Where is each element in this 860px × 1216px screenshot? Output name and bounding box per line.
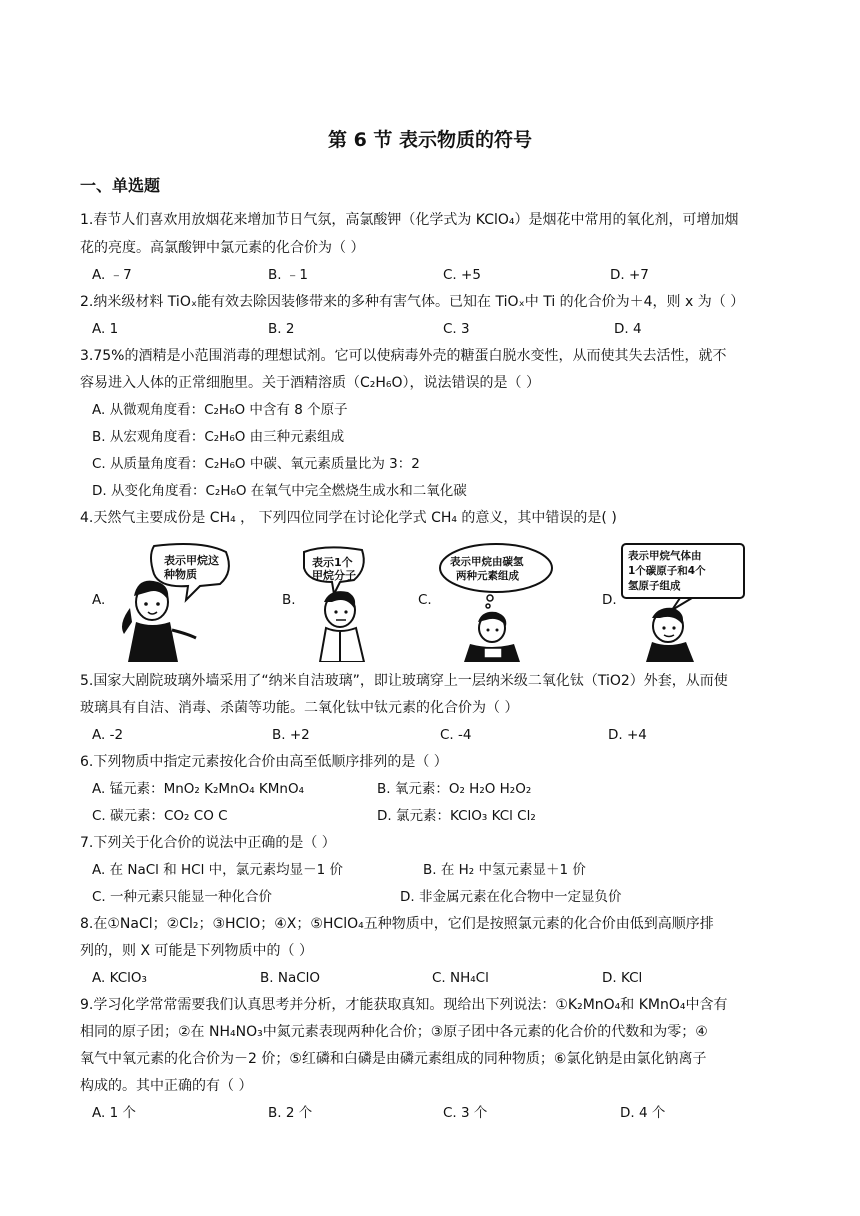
question-7-stem-line1: 7.下列关于化合价的说法中正确的是（ ） <box>80 835 336 851</box>
question-6-option-a[interactable]: A. 锰元素：MnO₂ K₂MnO₄ KMnO₄ <box>92 781 305 797</box>
question-2-option-a[interactable]: A. 1 <box>92 321 119 337</box>
question-6-stem-line1: 6.下列物质中指定元素按化合价由高至低顺序排列的是（ ） <box>80 754 448 770</box>
question-8-option-a[interactable]: A. KClO₃ <box>92 970 147 986</box>
section-heading: 一、单选题 <box>80 176 161 195</box>
question-3-option-b[interactable]: B. 从宏观角度看：C₂H₆O 由三种元素组成 <box>92 429 345 445</box>
question-5-stem-line2: 玻璃具有自洁、消毒、杀菌等功能。二氧化钛中钛元素的化合价为（ ） <box>80 700 519 716</box>
question-7-option-a[interactable]: A. 在 NaCl 和 HCl 中，氯元素均显－1 价 <box>92 862 344 878</box>
question-4-picture-a[interactable] <box>108 538 236 662</box>
question-6-option-c[interactable]: C. 碳元素：CO₂ CO C <box>92 808 228 824</box>
question-4-option-d[interactable]: D. <box>602 592 617 608</box>
question-7-option-d[interactable]: D. 非金属元素在化合物中一定显负价 <box>400 889 622 905</box>
question-4-option-a[interactable]: A. <box>92 592 106 608</box>
question-5-option-d[interactable]: D. +4 <box>608 727 647 743</box>
question-4-option-b[interactable]: B. <box>282 592 296 608</box>
question-6-option-d[interactable]: D. 氯元素：KClO₃ KCl Cl₂ <box>377 808 536 824</box>
question-2-option-d[interactable]: D. 4 <box>614 321 642 337</box>
question-4-bubble-a-line1: 表示甲烷这 <box>164 554 219 567</box>
question-8-stem-line2: 列的，则 X 可能是下列物质中的（ ） <box>80 943 313 959</box>
question-5-option-a[interactable]: A. -2 <box>92 727 124 743</box>
question-1-option-c[interactable]: C. +5 <box>443 267 481 283</box>
question-1-stem-line2: 花的亮度。高氯酸钾中氯元素的化合价为（ ） <box>80 240 365 256</box>
question-8-option-c[interactable]: C. NH₄Cl <box>432 970 489 986</box>
question-7-option-c[interactable]: C. 一种元素只能显一种化合价 <box>92 889 273 905</box>
question-2-stem-line1: 2.纳米级材料 TiOₓ能有效去除因装修带来的多种有害气体。已知在 TiOₓ中 Ti 的化合价为＋4，则 x 为（ ） <box>80 294 745 310</box>
question-2-option-c[interactable]: C. 3 <box>443 321 470 337</box>
question-9-stem-line4: 构成的。其中正确的有（ ） <box>80 1078 253 1094</box>
question-8-stem-line1: 8.在①NaCl；②Cl₂；③HClO；④X；⑤HClO₄五种物质中，它们是按照氯元素的化合价由低到高顺序排 <box>80 916 714 932</box>
question-9-option-b[interactable]: B. 2 个 <box>268 1105 313 1121</box>
question-3-option-d[interactable]: D. 从变化角度看：C₂H₆O 在氧气中完全燃烧生成水和二氧化碳 <box>92 483 467 499</box>
question-9-stem-line3: 氧气中氧元素的化合价为－2 价；⑤红磷和白磷是由磷元素组成的同种物质；⑥氯化钠是由氯化钠离子 <box>80 1051 707 1067</box>
question-3-option-c[interactable]: C. 从质量角度看：C₂H₆O 中碳、氧元素质量比为 3：2 <box>92 456 420 472</box>
question-8-option-d[interactable]: D. KCl <box>602 970 643 986</box>
question-9-option-c[interactable]: C. 3 个 <box>443 1105 488 1121</box>
question-1-option-b[interactable]: B. ﹣1 <box>268 267 308 283</box>
question-2-option-b[interactable]: B. 2 <box>268 321 295 337</box>
question-3-stem-line1: 3.75%的酒精是小范围消毒的理想试剂。它可以使病毒外壳的糖蛋白脱水变性，从而使其失去活性，就不 <box>80 348 727 364</box>
question-1-option-a[interactable]: A. ﹣7 <box>92 267 132 283</box>
question-5-option-c[interactable]: C. -4 <box>440 727 472 743</box>
question-4-option-c[interactable]: C. <box>418 592 432 608</box>
question-4-bubble-d-line2: 1个碳原子和4个 <box>628 565 706 577</box>
question-4-stem-line1: 4.天然气主要成份是 CH₄ ， 下列四位同学在讨论化学式 CH₄ 的意义，其中错误的是( ) <box>80 510 617 526</box>
question-8-option-b[interactable]: B. NaClO <box>260 970 321 986</box>
question-4-picture-d[interactable] <box>620 538 748 662</box>
question-9-option-d[interactable]: D. 4 个 <box>620 1105 666 1121</box>
question-1-stem-line1: 1.春节人们喜欢用放烟花来增加节日气氛，高氯酸钾（化学式为 KClO₄）是烟花中常用的氧化剂，可增加烟 <box>80 212 739 228</box>
question-4-picture-b[interactable] <box>296 538 424 662</box>
question-5-stem-line1: 5.国家大剧院玻璃外墙采用了“纳米自洁玻璃”，即让玻璃穿上一层纳米级二氧化钛（TiO2）外套，从而使 <box>80 673 728 689</box>
question-5-option-b[interactable]: B. +2 <box>272 727 310 743</box>
question-9-stem-line2: 相同的原子团；②在 NH₄NO₃中氮元素表现两种化合价；③原子团中各元素的化合价的代数和为零；④ <box>80 1024 708 1040</box>
question-1-option-d[interactable]: D. +7 <box>610 267 649 283</box>
question-6-option-b[interactable]: B. 氧元素：O₂ H₂O H₂O₂ <box>377 781 532 797</box>
question-9-stem-line1: 9.学习化学常常需要我们认真思考并分析，才能获取真知。现给出下列说法：①K₂MnO₄和 KMnO₄中含有 <box>80 997 728 1013</box>
question-4-bubble-d-line3: 氢原子组成 <box>628 580 681 592</box>
question-3-stem-line2: 容易进入人体的正常细胞里。关于酒精溶质（C₂H₆O），说法错误的是（ ） <box>80 375 540 391</box>
question-4-bubble-d-line1: 表示甲烷气体由 <box>628 550 702 562</box>
question-9-option-a[interactable]: A. 1 个 <box>92 1105 136 1121</box>
question-4-picture-c[interactable] <box>430 538 558 662</box>
question-4-bubble-a-line2: 种物质 <box>164 568 197 581</box>
question-4-bubble-b-line2: 甲烷分子 <box>312 569 356 582</box>
question-4-bubble-b-line1: 表示1个 <box>312 556 353 569</box>
question-3-option-a[interactable]: A. 从微观角度看：C₂H₆O 中含有 8 个原子 <box>92 402 348 418</box>
question-4-bubble-c-line1: 表示甲烷由碳氢 <box>450 556 524 568</box>
question-7-option-b[interactable]: B. 在 H₂ 中氢元素显＋1 价 <box>423 862 586 878</box>
page-title: 第 6 节 表示物质的符号 <box>327 129 533 151</box>
question-4-bubble-c-line2: 两种元素组成 <box>456 570 519 582</box>
